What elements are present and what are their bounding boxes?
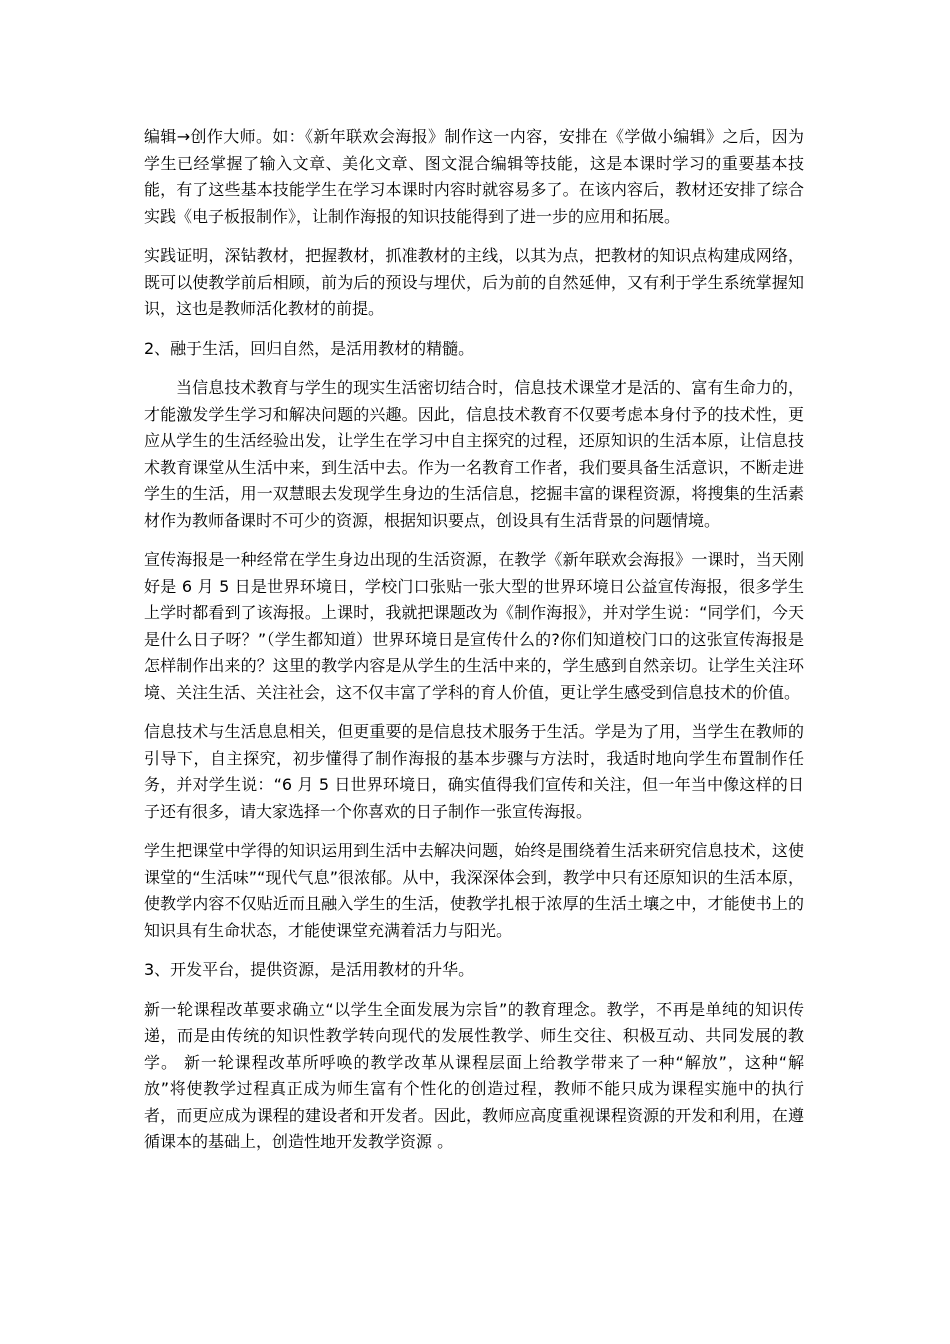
- paragraph-6: 学生把课堂中学得的知识运用到生活中去解决问题，始终是围绕着生活来研究信息技术，这使课堂的“生活味”“现代气息”很浓郁。从中，我深深体会到，教学中只有还原知识的生活本原，使教学内容不仅贴近而且融入学生的生活，使教学扎根于浓厚的生活土壤之中，才能使书上的知识具有生命状态，才能使课堂充满着活力与阳光。: [144, 841, 804, 940]
- paragraph-5: 信息技术与生活息息相关，但更重要的是信息技术服务于生活。学是为了用，当学生在教师的引导下，自主探究，初步懂得了制作海报的基本步骤与方法时，我适时地向学生布置制作任务，并对学生说：“6 月 5 日世界环境日，确实值得我们宣传和关注，但一年当中像这样的日子还有很多，请大家选择一个你喜欢的日子制作一张宣传海报。: [144, 722, 804, 821]
- paragraph-7: 新一轮课程改革要求确立“以学生全面发展为宗旨”的教育理念。教学，不再是单纯的知识传递，而是由传统的知识性教学转向现代的发展性教学、师生交往、积极互动、共同发展的教学。 新一轮课程改革所呼唤的教学改革从课程层面上给教学带来了一种“解放”，这种“解放”将使教学过程真正成为师生富有个性化的创造过程，教师不能只成为课程实施中的执行者，而更应成为课程的建设者和开发者。因此，教师应高度重视课程资源的开发和利用，在遵循课本的基础上，创造性地开发教学资源 。: [144, 999, 804, 1151]
- section-heading-2: 2、融于生活，回归自然，是活用教材的精髓。: [144, 338, 475, 358]
- paragraph-4: 宣传海报是一种经常在学生身边出现的生活资源，在教学《新年联欢会海报》一课时，当天刚好是 6 月 5 日是世界环境日，学校门口张贴一张大型的世界环境日公益宣传海报，很多学生上学时都看到了该海报。上课时，我就把课题改为《制作海报》，并对学生说：“同学们，今天是什么日子呀？”（学生都知道）世界环境日是宣传什么的?你们知道校门口的这张宣传海报是怎样制作出来的？这里的教学内容是从学生的生活中来的，学生感到自然亲切。让学生关注环境、关注生活、关注社会，这不仅丰富了学科的育人价值，更让学生感受到信息技术的价值。: [144, 550, 804, 702]
- document-body: [144, 124, 804, 1169]
- paragraph-1: 编辑→创作大师。如：《新年联欢会海报》制作这一内容，安排在《学做小编辑》之后，因为学生已经掌握了输入文章、美化文章、图文混合编辑等技能，这是本课时学习的重要基本技能，有了这些基本技能学生在学习本课时内容时就容易多了。在该内容后，教材还安排了综合实践《电子板报制作》，让制作海报的知识技能得到了进一步的应用和拓展。: [144, 127, 804, 226]
- paragraph-3: 当信息技术教育与学生的现实生活密切结合时，信息技术课堂才是活的、富有生命力的，才能激发学生学习和解决问题的兴趣。因此，信息技术教育不仅要考虑本身付予的技术性，更应从学生的生活经验出发，让学生在学习中自主探究的过程，还原知识的生活本原，让信息技术教育课堂从生活中来，到生活中去。作为一名教育工作者，我们要具备生活意识，不断走进学生的生活，用一双慧眼去发现学生身边的生活信息，挖掘丰富的课程资源，将搜集的生活素材作为教师备课时不可少的资源，根据知识要点，创设具有生活背景的问题情境。: [144, 378, 804, 530]
- section-heading-3: 3、开发平台，提供资源，是活用教材的升华。: [144, 960, 475, 979]
- paragraph-2: 实践证明，深钻教材，把握教材，抓准教材的主线，以其为点，把教材的知识点构建成网络，既可以使教学前后相顾，前为后的预设与埋伏，后为前的自然延伸，又有利于学生系统掌握知识，这也是教师活化教材的前提。: [144, 246, 804, 318]
